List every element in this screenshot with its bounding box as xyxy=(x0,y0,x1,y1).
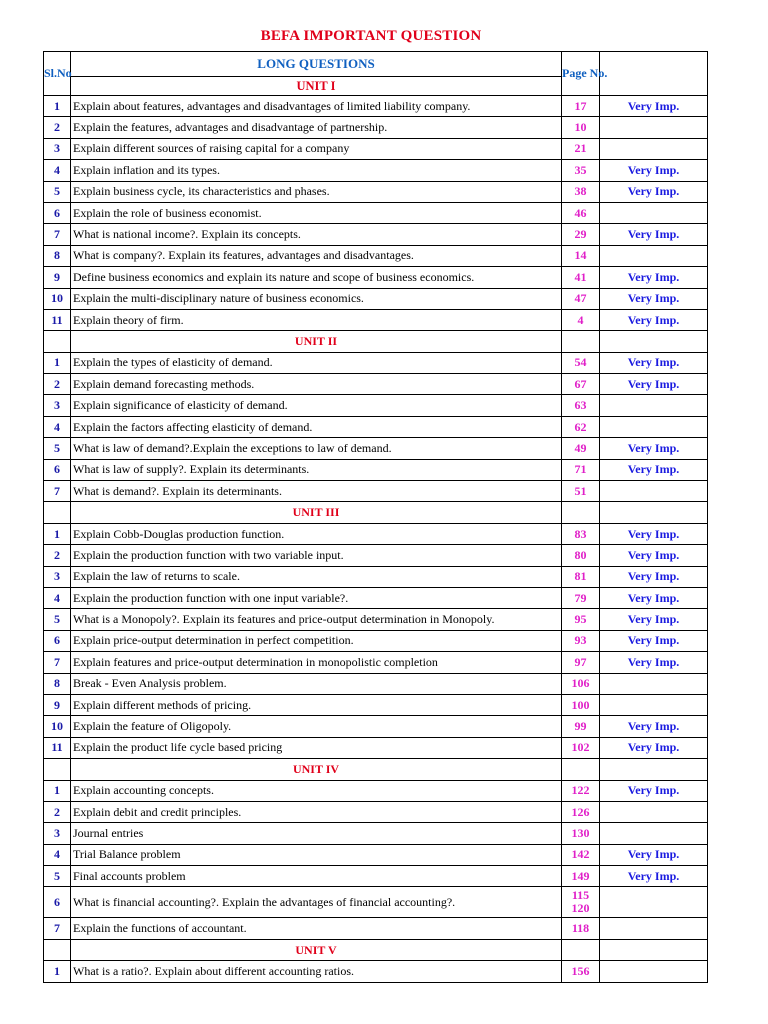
importance-header xyxy=(600,52,708,96)
question-text: Explain different methods of pricing. xyxy=(71,694,562,715)
page-number: 35 xyxy=(562,160,600,181)
question-text: Final accounts problem xyxy=(71,866,562,887)
blank-cell xyxy=(600,759,708,780)
serial-number: 2 xyxy=(44,374,71,395)
table-row xyxy=(44,918,708,939)
serial-number: 4 xyxy=(44,844,71,865)
question-text: What is demand?. Explain its determinants. xyxy=(71,481,562,502)
question-text: What is national income?. Explain its concepts. xyxy=(71,224,562,245)
page-number: 100 xyxy=(562,694,600,715)
importance-badge xyxy=(600,801,708,822)
page-number-cell xyxy=(562,887,600,918)
importance-badge xyxy=(600,138,708,159)
table-row xyxy=(44,138,708,159)
importance-badge xyxy=(600,673,708,694)
importance-badge: Very Imp. xyxy=(600,267,708,288)
table-row xyxy=(44,374,708,395)
importance-badge xyxy=(600,887,708,918)
serial-number: 11 xyxy=(44,309,71,330)
blank-cell xyxy=(44,939,71,960)
table-row xyxy=(44,716,708,737)
serial-number: 2 xyxy=(44,117,71,138)
page-title: BEFA IMPORTANT QUESTION xyxy=(260,28,482,44)
page-number: 120 xyxy=(571,901,590,916)
serial-number: 3 xyxy=(44,566,71,587)
table-row xyxy=(44,96,708,117)
question-text: Explain the factors affecting elasticity of demand. xyxy=(71,416,562,437)
page-number: 14 xyxy=(562,245,600,266)
question-text: What is law of supply?. Explain its determinants. xyxy=(71,459,562,480)
question-text: Explain the production function with one input variable?. xyxy=(71,587,562,608)
table-row xyxy=(44,181,708,202)
table-header-row xyxy=(44,52,708,96)
blank-cell xyxy=(44,759,71,780)
page-number: 49 xyxy=(562,438,600,459)
page-number: 81 xyxy=(562,566,600,587)
serial-number: 1 xyxy=(44,523,71,544)
question-text: Explain demand forecasting methods. xyxy=(71,374,562,395)
serial-number: 7 xyxy=(44,481,71,502)
importance-badge: Very Imp. xyxy=(600,309,708,330)
table-row xyxy=(44,352,708,373)
question-text: Explain about features, advantages and disadvantages of limited liability company. xyxy=(71,96,562,117)
page-number: 122 xyxy=(562,780,600,801)
unit-heading: UNIT IV xyxy=(71,759,562,780)
question-text: What is company?. Explain its features, advantages and disadvantages. xyxy=(71,245,562,266)
page-number: 95 xyxy=(562,609,600,630)
page-number: 54 xyxy=(562,352,600,373)
question-text: What is a ratio?. Explain about different accounting ratios. xyxy=(71,961,562,982)
table-row xyxy=(44,652,708,673)
unit-heading: UNIT V xyxy=(71,939,562,960)
serial-number: 7 xyxy=(44,652,71,673)
page-number: 62 xyxy=(562,416,600,437)
question-text: Explain Cobb-Douglas production function. xyxy=(71,523,562,544)
page-number: 47 xyxy=(562,288,600,309)
table-row xyxy=(44,117,708,138)
table-row xyxy=(44,801,708,822)
page-number: 41 xyxy=(562,267,600,288)
page-number: 149 xyxy=(562,866,600,887)
importance-badge: Very Imp. xyxy=(600,96,708,117)
page-number: 126 xyxy=(562,801,600,822)
table-row xyxy=(44,673,708,694)
unit-heading-row xyxy=(44,502,708,523)
importance-badge xyxy=(600,918,708,939)
question-text: Explain inflation and its types. xyxy=(71,160,562,181)
page-number: 142 xyxy=(562,844,600,865)
table-row xyxy=(44,566,708,587)
page-number: 99 xyxy=(562,716,600,737)
page-number: 71 xyxy=(562,459,600,480)
question-text: Explain the multi-disciplinary nature of business economics. xyxy=(71,288,562,309)
table-row xyxy=(44,523,708,544)
table-row xyxy=(44,887,708,918)
importance-badge xyxy=(600,961,708,982)
blank-cell xyxy=(562,331,600,352)
table-row xyxy=(44,545,708,566)
question-text: What is financial accounting?. Explain the advantages of financial accounting?. xyxy=(71,887,562,918)
unit-heading-row xyxy=(44,759,708,780)
table-row xyxy=(44,224,708,245)
page-number: 10 xyxy=(562,117,600,138)
blank-cell xyxy=(44,331,71,352)
table-row xyxy=(44,844,708,865)
page-number: 156 xyxy=(562,961,600,982)
serial-number: 4 xyxy=(44,416,71,437)
serial-number: 5 xyxy=(44,181,71,202)
importance-badge: Very Imp. xyxy=(600,780,708,801)
table-row xyxy=(44,438,708,459)
serial-number: 1 xyxy=(44,96,71,117)
table-row xyxy=(44,395,708,416)
importance-badge: Very Imp. xyxy=(600,587,708,608)
question-text: Explain the production function with two variable input. xyxy=(71,545,562,566)
blank-cell xyxy=(562,759,600,780)
unit-heading: UNIT I xyxy=(296,79,336,93)
page-number: 97 xyxy=(562,652,600,673)
importance-badge: Very Imp. xyxy=(600,630,708,651)
unit-heading-row xyxy=(44,939,708,960)
blank-cell xyxy=(600,331,708,352)
importance-badge: Very Imp. xyxy=(600,866,708,887)
serial-number: 4 xyxy=(44,160,71,181)
question-text: Break - Even Analysis problem. xyxy=(71,673,562,694)
importance-badge xyxy=(600,202,708,223)
question-text: Explain debit and credit principles. xyxy=(71,801,562,822)
question-text: Explain business cycle, its characteristics and phases. xyxy=(71,181,562,202)
importance-badge xyxy=(600,416,708,437)
serial-number: 6 xyxy=(44,887,71,918)
importance-badge xyxy=(600,823,708,844)
serial-number: 3 xyxy=(44,823,71,844)
blank-cell xyxy=(562,939,600,960)
table-row xyxy=(44,609,708,630)
unit-heading: UNIT II xyxy=(71,331,562,352)
importance-badge: Very Imp. xyxy=(600,716,708,737)
importance-badge xyxy=(600,245,708,266)
table-row xyxy=(44,416,708,437)
question-text: Explain features and price-output determination in monopolistic completion xyxy=(71,652,562,673)
question-text: Journal entries xyxy=(71,823,562,844)
page-number: 83 xyxy=(562,523,600,544)
page-number: 67 xyxy=(562,374,600,395)
serial-number: 7 xyxy=(44,224,71,245)
table-row xyxy=(44,267,708,288)
blank-cell xyxy=(600,939,708,960)
table-row xyxy=(44,866,708,887)
page-number: 51 xyxy=(562,481,600,502)
page-number: 38 xyxy=(562,181,600,202)
blank-cell xyxy=(600,502,708,523)
serial-number: 4 xyxy=(44,587,71,608)
importance-badge: Very Imp. xyxy=(600,609,708,630)
importance-badge: Very Imp. xyxy=(600,224,708,245)
table-row xyxy=(44,245,708,266)
page-no-header: Page No. xyxy=(562,52,600,96)
importance-badge: Very Imp. xyxy=(600,374,708,395)
importance-badge: Very Imp. xyxy=(600,523,708,544)
importance-badge: Very Imp. xyxy=(600,160,708,181)
page-number: 17 xyxy=(562,96,600,117)
table-row xyxy=(44,823,708,844)
table-row xyxy=(44,481,708,502)
serial-number: 6 xyxy=(44,630,71,651)
importance-badge: Very Imp. xyxy=(600,459,708,480)
page-number: 93 xyxy=(562,630,600,651)
question-text: Explain accounting concepts. xyxy=(71,780,562,801)
table-row xyxy=(44,288,708,309)
table-row xyxy=(44,630,708,651)
importance-badge xyxy=(600,395,708,416)
page-number: 118 xyxy=(562,918,600,939)
page-number: 102 xyxy=(562,737,600,758)
question-text: Explain the functions of accountant. xyxy=(71,918,562,939)
serial-number: 11 xyxy=(44,737,71,758)
table-row xyxy=(44,961,708,982)
long-questions-header-cell xyxy=(71,52,562,96)
serial-number: 8 xyxy=(44,245,71,266)
blank-cell xyxy=(44,502,71,523)
question-text: Explain theory of firm. xyxy=(71,309,562,330)
table-row xyxy=(44,160,708,181)
question-text: Trial Balance problem xyxy=(71,844,562,865)
serial-number: 3 xyxy=(44,138,71,159)
importance-badge: Very Imp. xyxy=(600,545,708,566)
importance-badge: Very Imp. xyxy=(600,652,708,673)
serial-number: 1 xyxy=(44,961,71,982)
importance-badge: Very Imp. xyxy=(600,288,708,309)
page-number: 115 xyxy=(571,888,590,903)
serial-number: 10 xyxy=(44,716,71,737)
page-number: 80 xyxy=(562,545,600,566)
serial-number: 6 xyxy=(44,459,71,480)
blank-cell xyxy=(562,502,600,523)
table-row xyxy=(44,737,708,758)
questions-table xyxy=(43,51,708,983)
page-number: 130 xyxy=(562,823,600,844)
question-text: Explain the features, advantages and disadvantage of partnership. xyxy=(71,117,562,138)
serial-number: 2 xyxy=(44,801,71,822)
question-text: Explain significance of elasticity of demand. xyxy=(71,395,562,416)
question-text: Explain the types of elasticity of demand. xyxy=(71,352,562,373)
question-text: What is a Monopoly?. Explain its features and price-output determination in Monopoly. xyxy=(71,609,562,630)
page-number: 29 xyxy=(562,224,600,245)
importance-badge xyxy=(600,694,708,715)
table-row xyxy=(44,780,708,801)
serial-number: 1 xyxy=(44,780,71,801)
unit-heading: UNIT III xyxy=(71,502,562,523)
serial-number: 1 xyxy=(44,352,71,373)
importance-badge: Very Imp. xyxy=(600,566,708,587)
serial-number: 5 xyxy=(44,866,71,887)
serial-number: 6 xyxy=(44,202,71,223)
importance-badge: Very Imp. xyxy=(600,181,708,202)
serial-number: 5 xyxy=(44,438,71,459)
importance-badge: Very Imp. xyxy=(600,352,708,373)
serial-number: 2 xyxy=(44,545,71,566)
importance-badge xyxy=(600,117,708,138)
table-row xyxy=(44,587,708,608)
page-number: 21 xyxy=(562,138,600,159)
importance-badge: Very Imp. xyxy=(600,737,708,758)
serial-number: 8 xyxy=(44,673,71,694)
question-text: What is law of demand?.Explain the exceptions to law of demand. xyxy=(71,438,562,459)
importance-badge xyxy=(600,481,708,502)
serial-number: 7 xyxy=(44,918,71,939)
serial-number: 10 xyxy=(44,288,71,309)
question-text: Explain different sources of raising capital for a company xyxy=(71,138,562,159)
serial-number: 5 xyxy=(44,609,71,630)
serial-number: 9 xyxy=(44,694,71,715)
table-row xyxy=(44,459,708,480)
table-row xyxy=(44,309,708,330)
question-text: Define business economics and explain its nature and scope of business economics. xyxy=(71,267,562,288)
page-number: 46 xyxy=(562,202,600,223)
importance-badge: Very Imp. xyxy=(600,844,708,865)
page-number: 63 xyxy=(562,395,600,416)
slno-header: Sl.No xyxy=(44,52,71,96)
importance-badge: Very Imp. xyxy=(600,438,708,459)
page-number: 4 xyxy=(562,309,600,330)
question-text: Explain the product life cycle based pricing xyxy=(71,737,562,758)
question-text: Explain price-output determination in perfect competition. xyxy=(71,630,562,651)
page-number: 106 xyxy=(562,673,600,694)
question-text: Explain the law of returns to scale. xyxy=(71,566,562,587)
table-row xyxy=(44,694,708,715)
page-number: 79 xyxy=(562,587,600,608)
question-text: Explain the feature of Oligopoly. xyxy=(71,716,562,737)
long-questions-header: LONG QUESTIONS xyxy=(71,52,561,77)
unit-heading-row xyxy=(44,331,708,352)
serial-number: 9 xyxy=(44,267,71,288)
question-text: Explain the role of business economist. xyxy=(71,202,562,223)
serial-number: 3 xyxy=(44,395,71,416)
table-row xyxy=(44,202,708,223)
